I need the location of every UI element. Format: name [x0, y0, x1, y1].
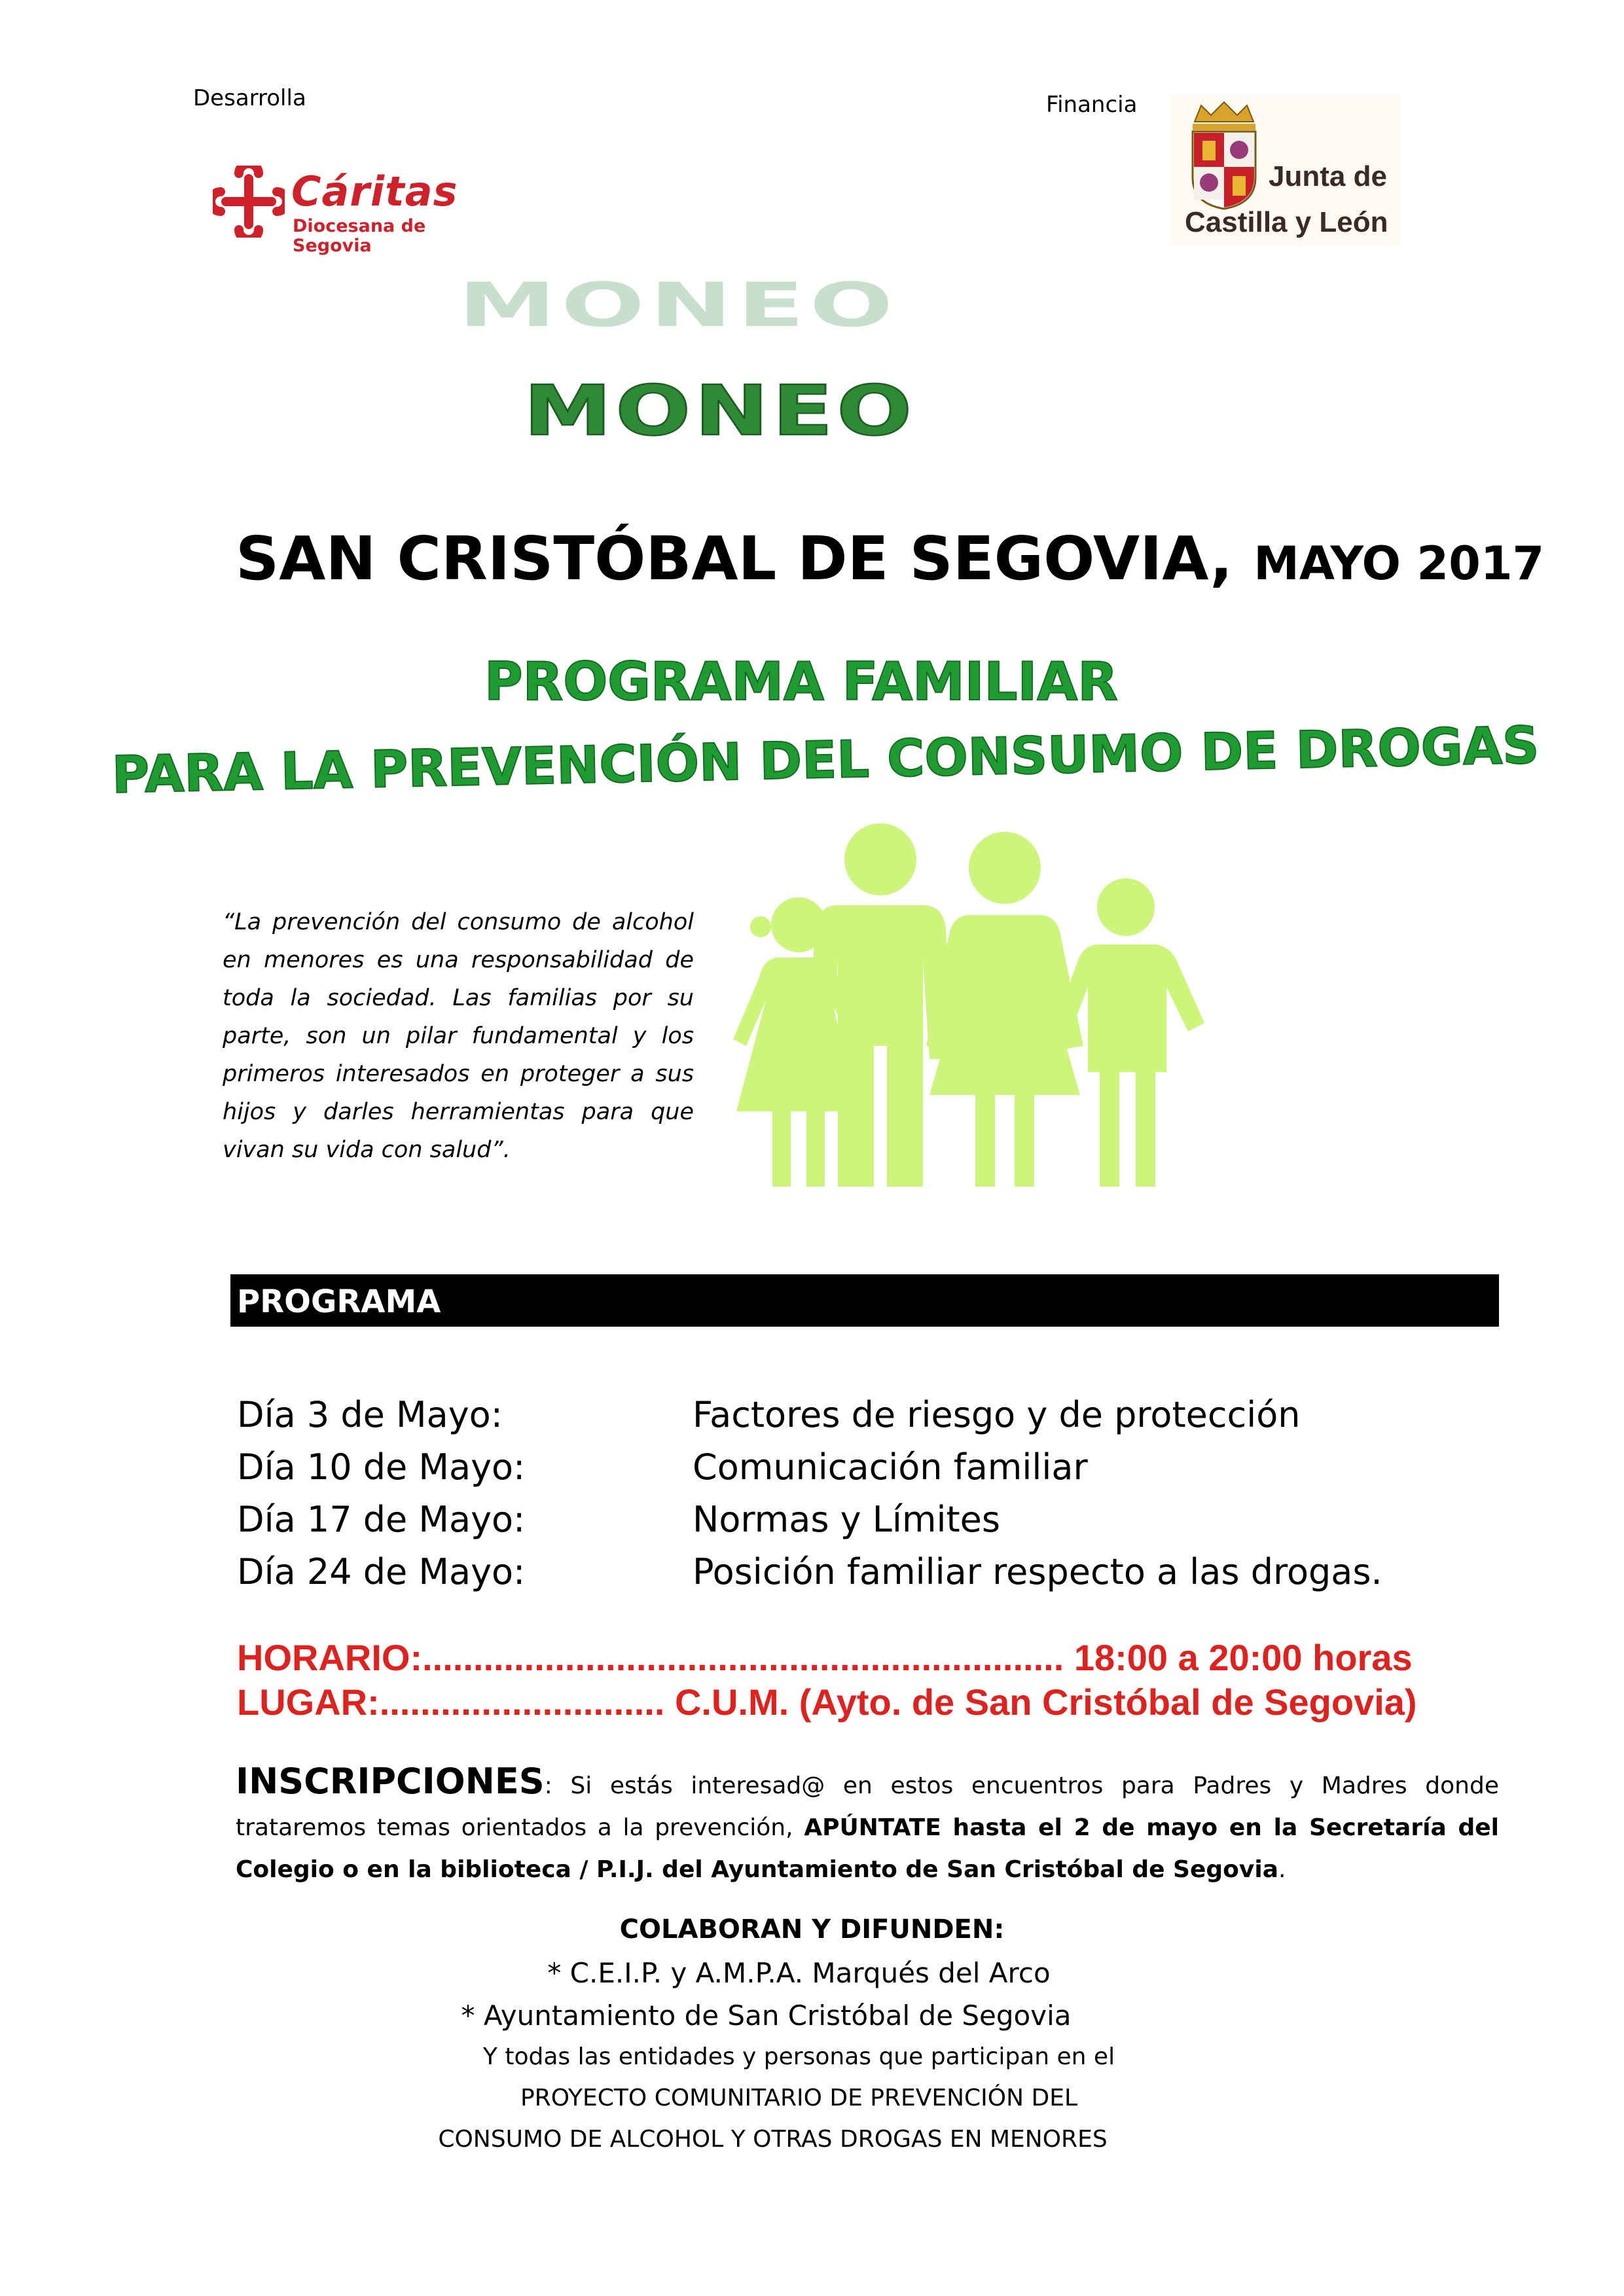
schedule-topic-2: Comunicación familiar [693, 1446, 1088, 1488]
caritas-logo [213, 162, 494, 260]
page-title [236, 524, 1545, 594]
footer-line-2: PROYECTO COMUNITARIO DE PREVENCIÓN DEL [520, 2085, 1078, 2111]
inscripciones-end: . [1278, 1856, 1286, 1883]
desarrolla-label: Desarrolla [193, 85, 306, 111]
title-place: SAN CRISTÓBAL DE SEGOVIA [236, 524, 1210, 594]
junta-line1: Junta de [1269, 160, 1387, 192]
colaboran-heading: COLABORAN Y DIFUNDEN: [619, 1914, 1005, 1945]
quote-text: “La prevención del consumo de alcohol en menores es una responsabilidad de toda la sociedad. Las familias por su parte, son un pilar fundamental y los primeros interesados en proteger a sus hijos y darles herramientas para que vivan su vida con salud”. [223, 909, 694, 1163]
financia-label: Financia [1046, 92, 1138, 118]
schedule-day-2: Día 10 de Mayo: [237, 1446, 526, 1488]
title-date: MAYO 2017 [1254, 537, 1545, 590]
inscripciones-text: : Si estás interesad@ en estos encuentros para Padres y Madres donde trataremos temas orientados a la prevención, [236, 1772, 1499, 1841]
programa-header-bar [230, 1274, 1499, 1327]
schedule-topic-3: Normas y Límites [693, 1499, 1001, 1540]
inscripciones-highlight: APÚNTATE hasta el 2 de mayo en la Secretaría del Colegio o en la biblioteca / P.I.J. del Ayuntamiento de San Cristóbal de Segovia [236, 1814, 1499, 1883]
family-silhouette-icon [727, 823, 1204, 1190]
caritas-name: Cáritas [291, 168, 458, 215]
inscripciones-title: INSCRIPCIONES [236, 1761, 545, 1802]
inscripciones-paragraph [236, 1761, 1499, 1891]
colaboran-item-2: * Ayuntamiento de San Cristóbal de Segovia [461, 2000, 1072, 2032]
schedule-day-4: Día 24 de Mayo: [237, 1551, 526, 1592]
subtitle-line2: PARA LA PREVENCIÓN DEL CONSUMO DE DROGAS [111, 716, 1540, 805]
caritas-cross-icon [213, 166, 285, 238]
footer-line-1: Y todas las entidades y personas que participan en el [482, 2043, 1115, 2070]
schedule-topic-4: Posición familiar respecto a las drogas. [693, 1551, 1382, 1592]
schedule-day-3: Día 17 de Mayo: [237, 1499, 526, 1540]
lugar-line: LUGAR:............................ C.U.M. (Ayto. de San Cristóbal de Segovia) [237, 1681, 1417, 1723]
footer-line-3: CONSUMO DE ALCOHOL Y OTRAS DROGAS EN MENORES [438, 2126, 1108, 2153]
colaboran-item-1: * C.E.I.P. y A.M.P.A. Marqués del Arco [547, 1957, 1051, 1989]
junta-line2: Castilla y León [1185, 206, 1388, 238]
moneo-logo-dark: MONEO [524, 370, 916, 451]
title-separator: , [1210, 524, 1233, 594]
junta-logo [1170, 95, 1401, 245]
schedule-topic-1: Factores de riesgo y de protección [693, 1394, 1301, 1435]
moneo-logo-light: MONEO [458, 270, 899, 341]
schedule-day-1: Día 3 de Mayo: [237, 1394, 503, 1435]
caritas-sub-line1: Diocesana de [293, 216, 426, 236]
caritas-sub-line2: Segovia [293, 236, 372, 256]
subtitle-line1: PROGRAMA FAMILIAR [484, 651, 1118, 712]
horario-line: HORARIO:............................................................... 18:00 a 20:00 horas [237, 1637, 1413, 1678]
coat-of-arms-icon [1185, 99, 1263, 210]
programa-header: PROGRAMA [237, 1283, 441, 1320]
